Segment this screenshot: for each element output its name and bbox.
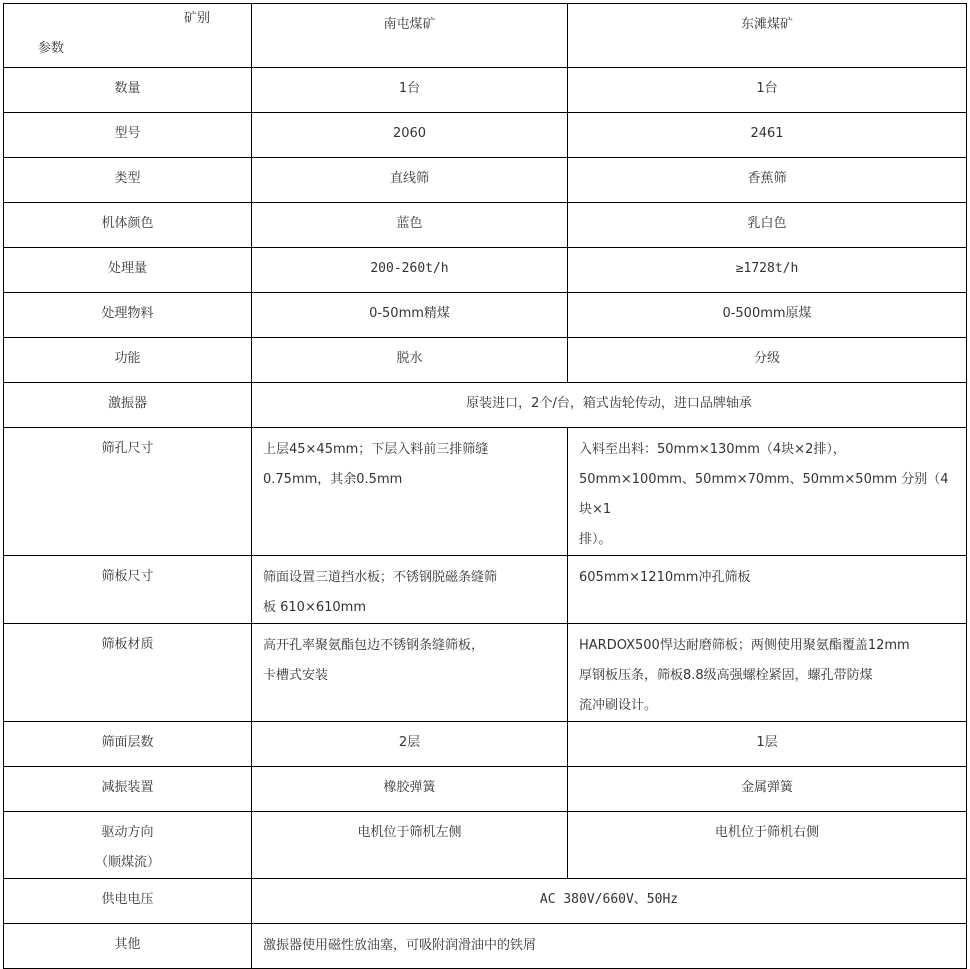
- value-cell-a: [252, 556, 568, 624]
- value-cell-b: ≥1728t/h: [568, 248, 967, 293]
- value-cell-a: 2060: [252, 113, 568, 158]
- merged-value-cell: 激振器使用磁性放油塞，可吸附润滑油中的铁屑: [252, 924, 967, 969]
- value-cell-a: 200-260t/h: [252, 248, 568, 293]
- corner-top-label: 矿别: [184, 11, 211, 26]
- param-cell: 数量: [4, 68, 252, 113]
- spec-table: [3, 3, 967, 969]
- cell-line: 筛面设置三道挡水板；不锈钢脱磁条缝筛: [263, 570, 498, 585]
- corner-bottom-label: 参数: [38, 41, 65, 56]
- table-row: [4, 722, 967, 767]
- cell-line: 流冲刷设计。: [579, 698, 658, 713]
- param-cell: 型号: [4, 113, 252, 158]
- table-row: [4, 812, 967, 879]
- param-cell: 筛孔尺寸: [4, 428, 252, 556]
- param-cell: 激振器: [4, 383, 252, 428]
- cell-line: 排）。: [579, 532, 612, 547]
- col-header-nantun: 南屯煤矿: [252, 4, 568, 68]
- param-cell: 筛板尺寸: [4, 556, 252, 624]
- value-cell-a: 2层: [252, 722, 568, 767]
- value-cell-b: 0-500mm原煤: [568, 293, 967, 338]
- col-header-dongtan: 东滩煤矿: [568, 4, 967, 68]
- value-cell-b: 电机位于筛机右侧: [568, 812, 967, 879]
- value-cell-a: 0-50mm精煤: [252, 293, 568, 338]
- param-cell: 机体颜色: [4, 203, 252, 248]
- cell-line: 驱动方向: [101, 825, 154, 840]
- param-cell: 筛面层数: [4, 722, 252, 767]
- cell-line: 50mm×100mm、50mm×70mm、50mm×50mm 分别（4块×1: [579, 472, 949, 517]
- value-cell-b: 1层: [568, 722, 967, 767]
- table-row: [4, 203, 967, 248]
- value-cell-b: 乳白色: [568, 203, 967, 248]
- value-cell-a: 直线筛: [252, 158, 568, 203]
- value-cell-a: [252, 624, 568, 722]
- param-cell: 处理物料: [4, 293, 252, 338]
- table-row: [4, 556, 967, 624]
- table-row: [4, 624, 967, 722]
- header-row: [4, 4, 967, 68]
- value-cell-b: 香蕉筛: [568, 158, 967, 203]
- value-cell-b: 分级: [568, 338, 967, 383]
- table-row: [4, 113, 967, 158]
- value-cell-b: 1台: [568, 68, 967, 113]
- param-cell: 功能: [4, 338, 252, 383]
- value-cell-a: 1台: [252, 68, 568, 113]
- table-row: [4, 248, 967, 293]
- table-row: [4, 293, 967, 338]
- param-cell: 其他: [4, 924, 252, 969]
- cell-line: 板 610×610mm: [263, 600, 366, 615]
- cell-line: 卡槽式安装: [263, 668, 329, 683]
- table-row: [4, 68, 967, 113]
- value-cell-a: 电机位于筛机左侧: [252, 812, 568, 879]
- value-cell-b: [568, 624, 967, 722]
- value-cell-b: [568, 556, 967, 624]
- value-cell-b: [568, 428, 967, 556]
- value-cell-a: 蓝色: [252, 203, 568, 248]
- param-cell: 处理量: [4, 248, 252, 293]
- param-cell: [4, 812, 252, 879]
- table-row: [4, 158, 967, 203]
- cell-line: 605mm×1210mm冲孔筛板: [579, 570, 751, 585]
- cell-line: 入料至出料：50mm×130mm（4块×2排），: [579, 442, 846, 457]
- cell-line: 上层45×45mm；下层入料前三排筛缝: [263, 442, 489, 457]
- param-cell: 类型: [4, 158, 252, 203]
- table-row: [4, 767, 967, 812]
- param-cell: 筛板材质: [4, 624, 252, 722]
- param-cell: 供电电压: [4, 879, 252, 924]
- cell-line: 高开孔率聚氨酯包边不锈钢条缝筛板，: [263, 638, 485, 653]
- cell-line: 厚钢板压条，筛板8.8级高强螺栓紧固，螺孔带防煤: [579, 668, 873, 683]
- table-row: [4, 383, 967, 428]
- cell-line: （顺煤流）: [94, 855, 160, 870]
- value-cell-b: 2461: [568, 113, 967, 158]
- merged-value-cell: AC 380V/660V、50Hz: [252, 879, 967, 924]
- cell-line: HARDOX500悍达耐磨筛板；两侧使用聚氨酯覆盖12mm: [579, 638, 910, 653]
- table-row: [4, 924, 967, 969]
- table-row: [4, 428, 967, 556]
- merged-value-cell: 原装进口，2个/台，箱式齿轮传动，进口品牌轴承: [252, 383, 967, 428]
- value-cell-a: 橡胶弹簧: [252, 767, 568, 812]
- value-cell-a: [252, 428, 568, 556]
- table-row: [4, 879, 967, 924]
- param-cell: 减振装置: [4, 767, 252, 812]
- cell-line: 0.75mm，其余0.5mm: [263, 472, 403, 487]
- value-cell-a: 脱水: [252, 338, 568, 383]
- value-cell-b: 金属弹簧: [568, 767, 967, 812]
- corner-cell: [4, 4, 252, 68]
- table-row: [4, 338, 967, 383]
